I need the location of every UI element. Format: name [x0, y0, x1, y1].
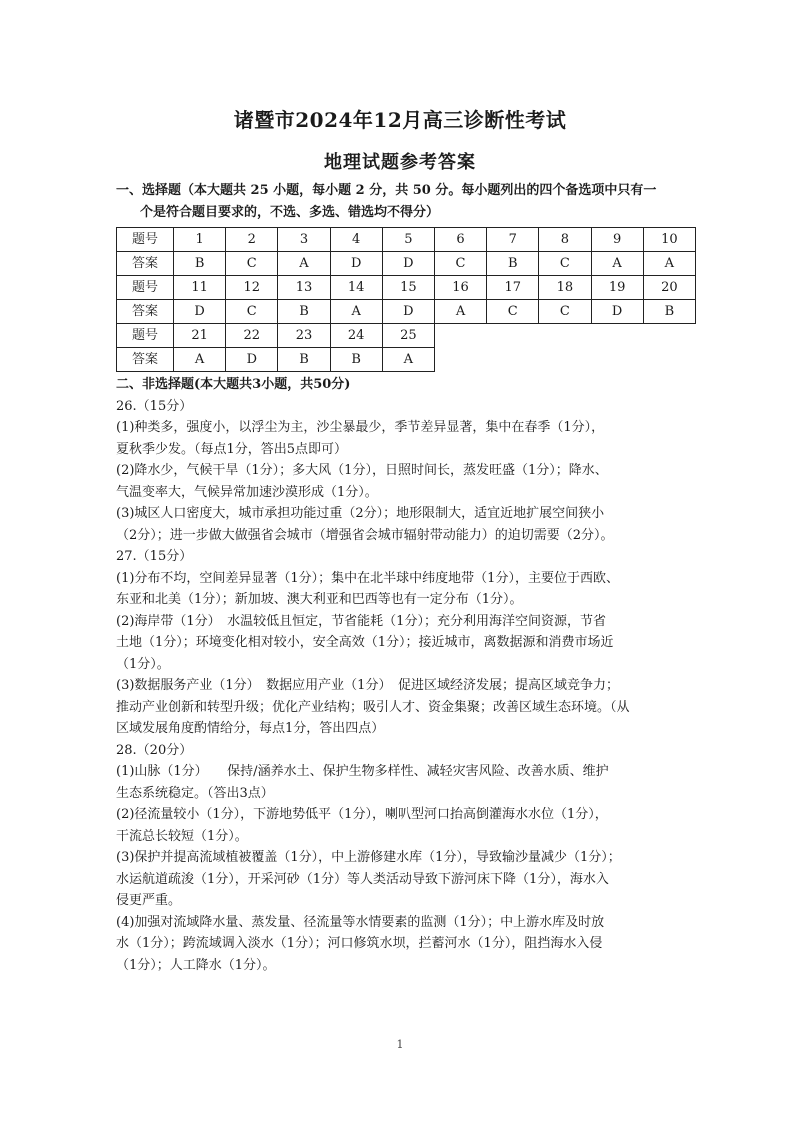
- question-number-cell: 9: [591, 228, 643, 252]
- question-number-cell: 12: [226, 276, 278, 300]
- answer-line: 东亚和北美（1分）；新加坡、澳大利亚和巴西等也有一定分布（1分）。: [116, 592, 523, 607]
- answer-cell: B: [643, 300, 695, 324]
- question-number-cell: 24: [330, 324, 382, 348]
- answer-cell: C: [434, 252, 486, 276]
- question-number-cell: 17: [487, 276, 539, 300]
- question-number-cell: 18: [539, 276, 591, 300]
- answer-line: 区域发展角度酌情给分，每点1分，答出四点）: [116, 721, 385, 736]
- empty-cell: [539, 324, 591, 348]
- empty-cell: [487, 324, 539, 348]
- answer-row-label: 答案: [117, 300, 174, 324]
- answer-cell: A: [330, 300, 382, 324]
- answer-cell: B: [330, 348, 382, 372]
- answer-cell: D: [591, 300, 643, 324]
- empty-cell: [487, 348, 539, 372]
- question-number-cell: 20: [643, 276, 695, 300]
- q26-heading: 26.（15分）: [116, 398, 193, 414]
- question-number-cell: 23: [278, 324, 330, 348]
- question-number-cell: 10: [643, 228, 695, 252]
- answer-cell: C: [539, 252, 591, 276]
- answer-line: (1)山脉（1分） 保持/涵养水土、保护生物多样性、减轻灾害风险、改善水质、维护: [116, 764, 609, 779]
- answer-row-label: 答案: [117, 252, 174, 276]
- answer-line: (1)种类多，强度小，以浮尘为主，沙尘暴最少，季节差异显著，集中在春季（1分），: [116, 420, 605, 435]
- answer-cell: B: [174, 252, 226, 276]
- section1-heading-line2: 个是符合题目要求的，不选、多选、错选均不得分）: [140, 204, 440, 220]
- q26-body: [116, 417, 696, 546]
- answer-line: 土地（1分）；环境变化相对较小，安全高效（1分）；接近城市，离数据源和消费市场近: [116, 635, 614, 650]
- question-27: [116, 546, 696, 740]
- answer-line: (3)数据服务产业（1分） 数据应用产业（1分） 促进区域经济发展；提高区域竞争力；: [116, 678, 619, 693]
- answer-cell: A: [643, 252, 695, 276]
- question-number-cell: 5: [382, 228, 434, 252]
- empty-cell: [591, 348, 643, 372]
- answer-line: (2)海岸带（1分） 水温较低且恒定，节省能耗（1分）；充分利用海洋空间资源，节省: [116, 613, 606, 629]
- answer-row: [117, 252, 696, 276]
- answer-cell: D: [330, 252, 382, 276]
- question-number-cell: 22: [226, 324, 278, 348]
- question-number-cell: 1: [174, 228, 226, 252]
- answer-line: 气温变率大，气候异常加速沙漠形成（1分）。: [116, 484, 378, 500]
- answer-line: 水（1分）；跨流域调入淡水（1分）；河口修筑水坝，拦蓄河水（1分），阻挡海水入侵: [116, 936, 603, 951]
- answer-cell: D: [382, 300, 434, 324]
- answer-cell: C: [226, 300, 278, 324]
- answer-line: 推动产业创新和转型升级；优化产业结构；吸引人才、资金集聚；改善区域生态环境。（从: [116, 699, 630, 715]
- answer-line: 生态系统稳定。（答出3点）: [116, 785, 274, 801]
- answer-line: 侵更严重。: [116, 893, 182, 908]
- question-number-cell: 7: [487, 228, 539, 252]
- answer-line: 水运航道疏浚（1分），开采河砂（1分）等人类活动导致下游河床下降（1分），海水入: [116, 871, 609, 887]
- answer-cell: A: [591, 252, 643, 276]
- answer-line: 夏秋季少发。（每点1分，答出5点即可）: [116, 441, 348, 457]
- answer-cell: D: [382, 252, 434, 276]
- question-row: [117, 324, 696, 348]
- answer-line: (1)分布不均，空间差异显著（1分）；集中在北半球中纬度地带（1分），主要位于西欧、: [116, 570, 619, 586]
- q27-heading: 27.（15分）: [116, 549, 193, 564]
- question-number-cell: 14: [330, 276, 382, 300]
- answer-cell: C: [539, 300, 591, 324]
- empty-cell: [643, 324, 695, 348]
- question-number-cell: 8: [539, 228, 591, 252]
- question-number-cell: 21: [174, 324, 226, 348]
- empty-cell: [434, 324, 486, 348]
- answer-line: （1分）。: [116, 656, 170, 672]
- answer-line: (3)保护并提高流域植被覆盖（1分），中上游修建水库（1分），导致输沙量减少（1分）；: [116, 850, 621, 865]
- answer-cell: B: [278, 300, 330, 324]
- question-row-label: 题号: [117, 228, 174, 252]
- q28-body: [116, 761, 696, 976]
- answer-line: （1分）；人工降水（1分）。: [116, 957, 276, 973]
- question-number-cell: 6: [434, 228, 486, 252]
- answer-cell: A: [434, 300, 486, 324]
- question-number-cell: 16: [434, 276, 486, 300]
- answer-line: （2分）；进一步做大做强省会城市（增强省会城市辐射带动能力）的迫切需要（2分）。: [116, 527, 614, 543]
- answer-line: (2)径流量较小（1分），下游地势低平（1分），喇叭型河口抬高倒灌海水水位（1分），: [116, 807, 608, 822]
- section2-heading: 二、非选择题(本大题共3小题，共50分): [116, 377, 351, 392]
- choice-answer-table: [116, 227, 696, 372]
- question-26: [116, 396, 696, 547]
- answer-cell: C: [226, 252, 278, 276]
- answer-cell: C: [487, 300, 539, 324]
- answer-cell: B: [278, 348, 330, 372]
- q27-body: [116, 568, 696, 740]
- question-number-cell: 3: [278, 228, 330, 252]
- question-number-cell: 15: [382, 276, 434, 300]
- page-subtitle: 地理试题参考答案: [324, 152, 476, 173]
- answer-cell: B: [487, 252, 539, 276]
- empty-cell: [434, 348, 486, 372]
- empty-cell: [539, 348, 591, 372]
- question-row-label: 题号: [117, 276, 174, 300]
- answer-cell: D: [226, 348, 278, 372]
- question-number-cell: 13: [278, 276, 330, 300]
- answer-line: 干流总长较短（1分）。: [116, 828, 248, 844]
- answer-line: (4)加强对流域降水量、蒸发量、径流量等水情要素的监测（1分）；中上游水库及时放: [116, 914, 605, 930]
- answer-row: [117, 348, 696, 372]
- page-title: 诸暨市2024年12月高三诊断性考试: [233, 108, 567, 132]
- answer-content: [116, 180, 696, 976]
- q28-heading: 28.（20分）: [116, 742, 193, 758]
- question-28: [116, 740, 696, 977]
- answer-line: (2)降水少，气候干旱（1分）；多大风（1分），日照时间长，蒸发旺盛（1分）；降水、: [116, 463, 608, 478]
- answer-cell: A: [382, 348, 434, 372]
- question-number-cell: 19: [591, 276, 643, 300]
- answer-line: (3)城区人口密度大，城市承担功能过重（2分）；地形限制大，适宜近地扩展空间狭小: [116, 506, 605, 521]
- answer-row: [117, 300, 696, 324]
- question-row: [117, 276, 696, 300]
- question-row-label: 题号: [117, 324, 174, 348]
- section1-heading-line1: 一、选择题（本大题共 25 小题，每小题 2 分，共 50 分。每小题列出的四个备选项中只有一: [116, 183, 657, 198]
- question-row: [117, 228, 696, 252]
- page-number: 1: [396, 1038, 404, 1051]
- answer-cell: A: [174, 348, 226, 372]
- answer-cell: D: [174, 300, 226, 324]
- empty-cell: [591, 324, 643, 348]
- answer-cell: A: [278, 252, 330, 276]
- empty-cell: [643, 348, 695, 372]
- question-number-cell: 4: [330, 228, 382, 252]
- question-number-cell: 25: [382, 324, 434, 348]
- question-number-cell: 2: [226, 228, 278, 252]
- answer-row-label: 答案: [117, 348, 174, 372]
- question-number-cell: 11: [174, 276, 226, 300]
